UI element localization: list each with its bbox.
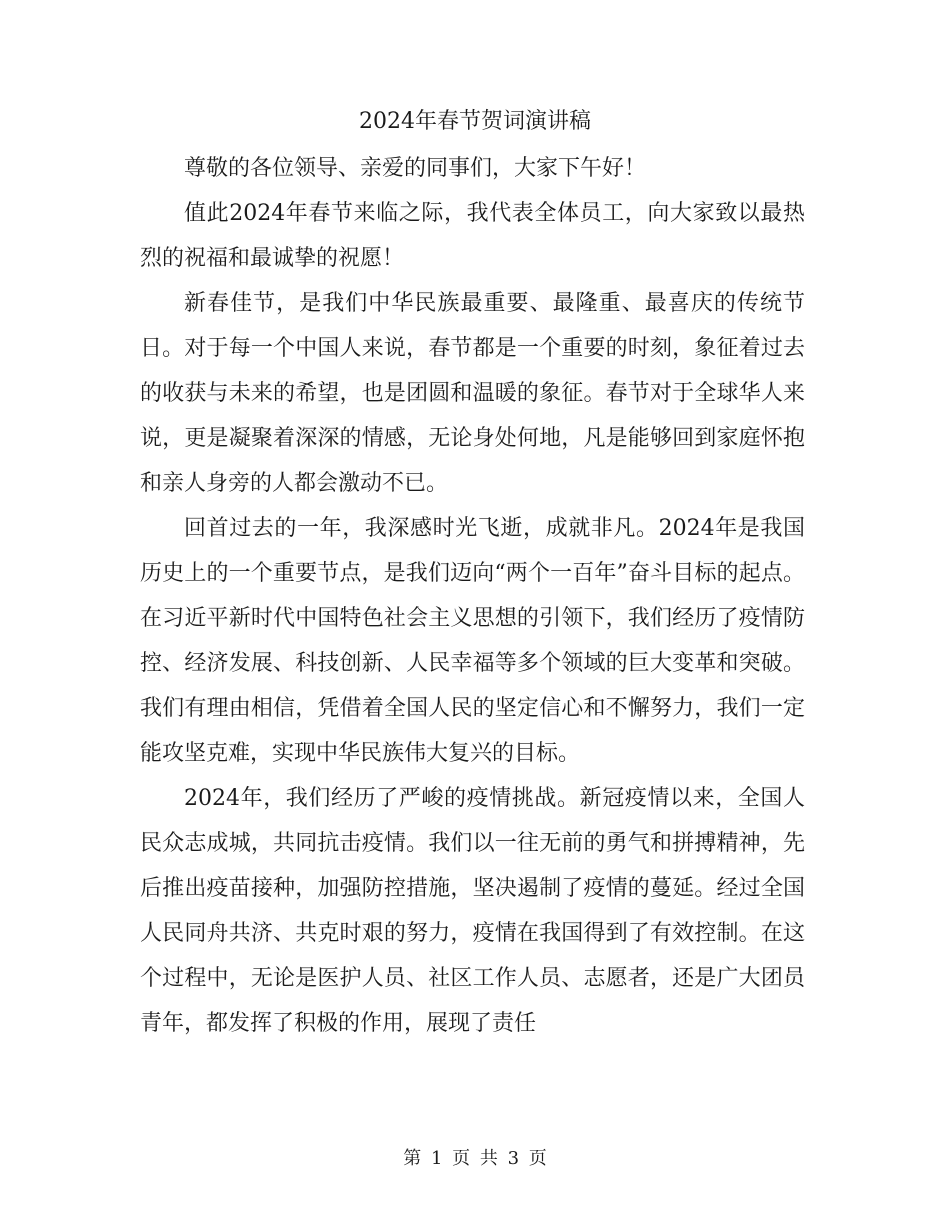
document-title: 2024年春节贺词演讲稿 (359, 109, 591, 134)
paragraph-wishes: 值此2024年春节来临之际，我代表全体员工，向大家致以最热烈的祝福和最诚挚的祝愿！ (140, 201, 805, 271)
page-number-footer: 第 1 页 共 3 页 (403, 1148, 547, 1169)
paragraph-greeting: 尊敬的各位领导、亲爱的同事们，大家下午好！ (184, 156, 647, 181)
paragraph-epidemic: 2024年，我们经历了严峻的疫情挑战。新冠疫情以来，全国人民众志成城，共同抗击疫情。我们以一往无前的勇气和拼搏精神，先后推出疫苗接种，加强防控措施，坚决遏制了疫情的蔓延。经过全国人民同舟共济、共克时艰的努力，疫情在我国得到了有效控制。在这个过程中，无论是医护人员、社区工作人员、志愿者，还是广大团员青年，都发挥了积极的作用，展现了责任 (140, 786, 805, 1036)
paragraph-spring-festival: 新春佳节，是我们中华民族最重要、最隆重、最喜庆的传统节日。对于每一个中国人来说，春节都是一个重要的时刻，象征着过去的收获与未来的希望，也是团圆和温暖的象征。春节对于全球华人来说，更是凝聚着深深的情感，无论身处何地，凡是能够回到家庭怀抱和亲人身旁的人都会激动不已。 (140, 291, 805, 496)
paragraph-review: 回首过去的一年，我深感时光飞逝，成就非凡。2024年是我国历史上的一个重要节点，是我们迈向“两个一百年”奋斗目标的起点。在习近平新时代中国特色社会主义思想的引领下，我们经历了疫情防控、经济发展、科技创新、人民幸福等多个领域的巨大变革和突破。我们有理由相信，凭借着全国人民的坚定信心和不懈努力，我们一定能攻坚克难，实现中华民族伟大复兴的目标。 (140, 516, 805, 766)
document-body (140, 146, 805, 1046)
